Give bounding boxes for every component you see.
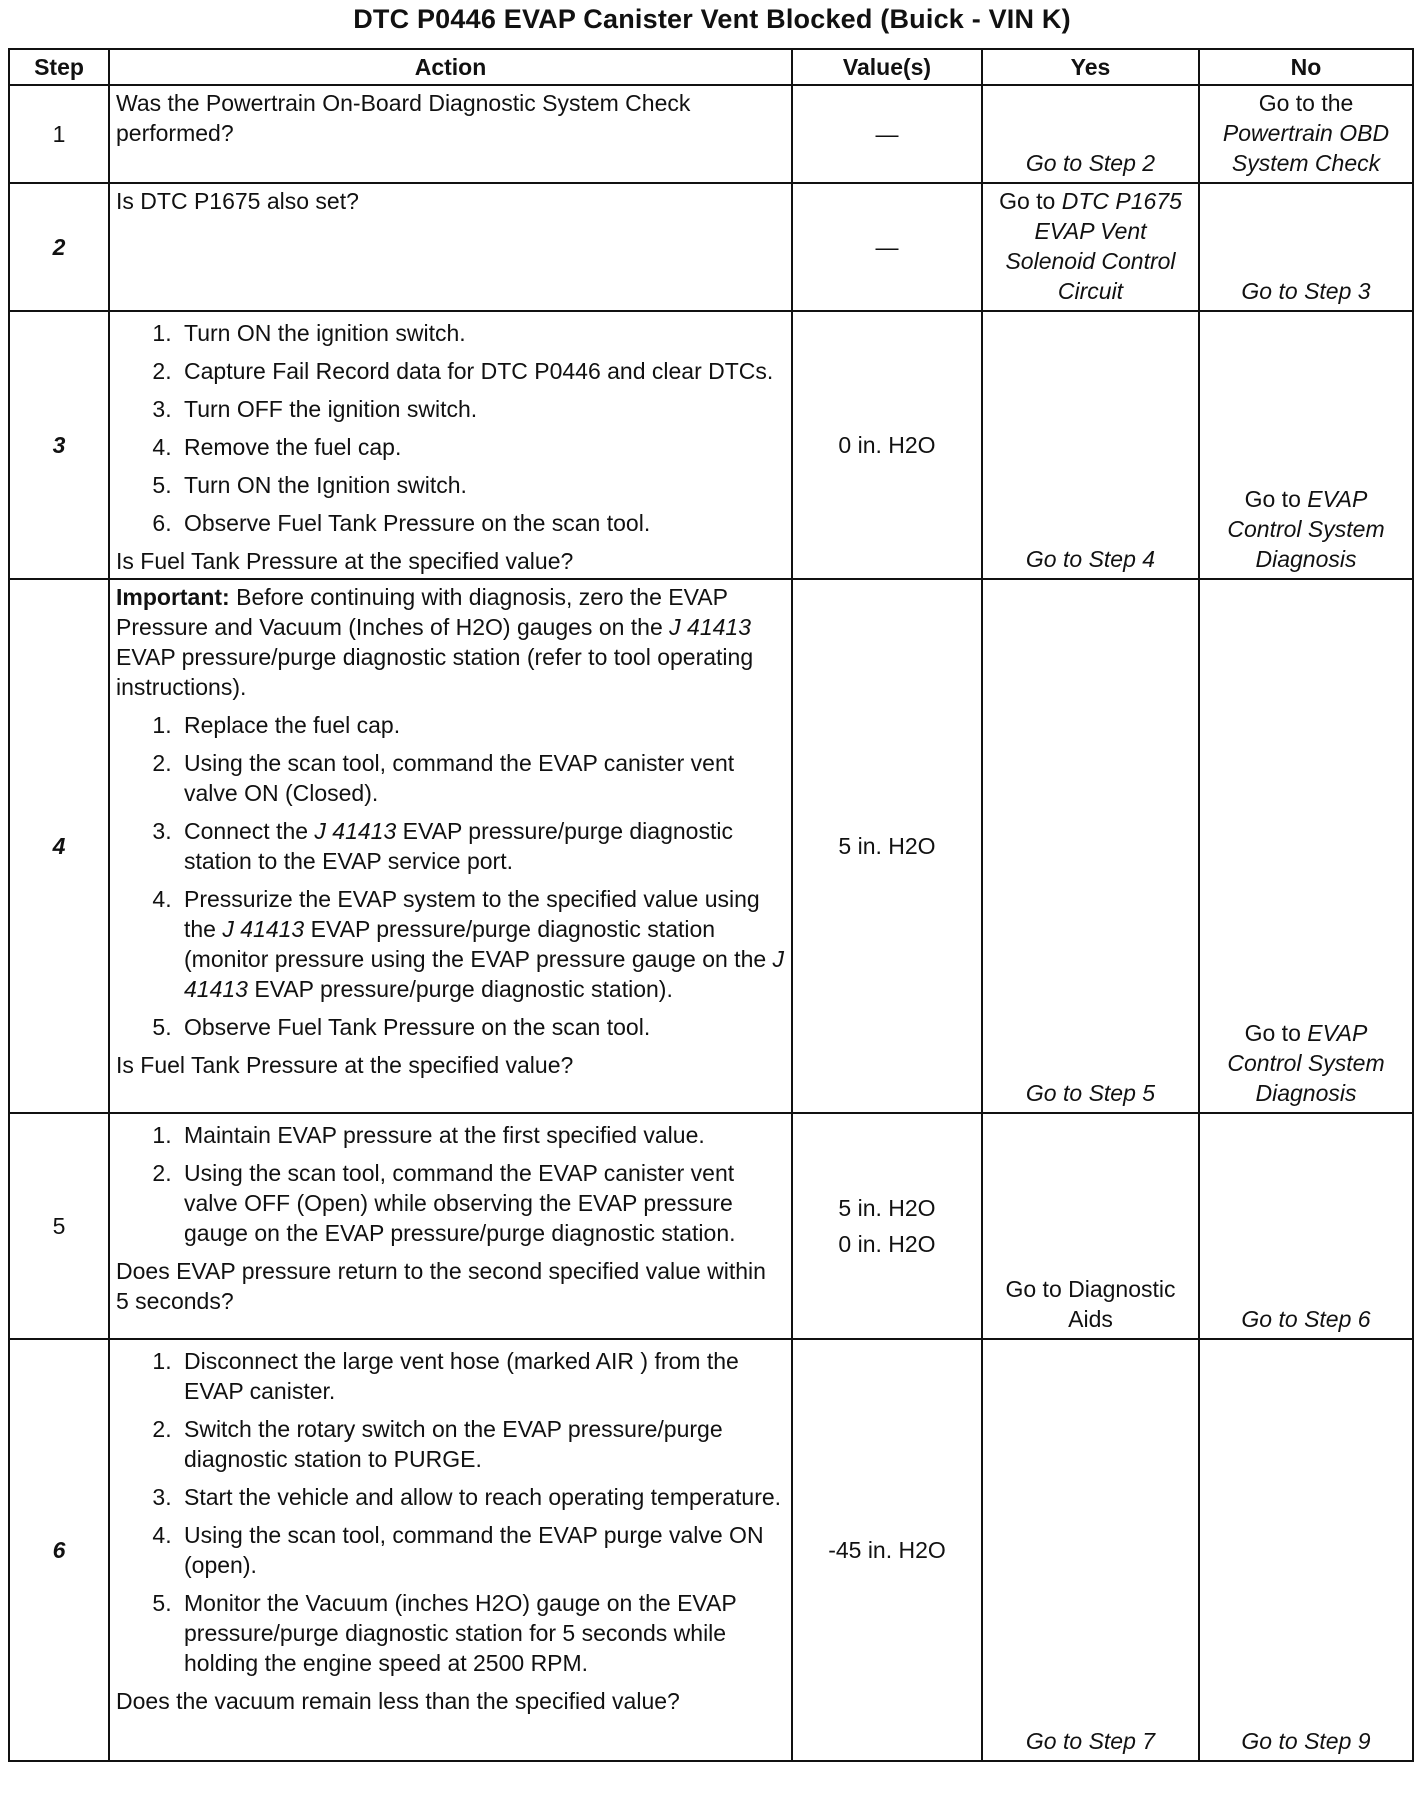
value-cell: -45 in. H2O (792, 1339, 982, 1761)
step-number: 3 (9, 311, 109, 579)
tool-name: J 41413 (222, 916, 305, 942)
list-item: 2. Capture Fail Record data for DTC P0446 and clear DTCs. (178, 356, 785, 386)
list-text: EVAP pressure/purge diagnostic station). (254, 976, 673, 1002)
yes-link[interactable]: Go to Step 5 (1025, 1080, 1156, 1106)
page-title: DTC P0446 EVAP Canister Vent Blocked (Buick - VIN K) (353, 4, 1071, 34)
list-item: 4. Remove the fuel cap. (178, 432, 785, 462)
yes-cell (982, 1339, 1199, 1761)
list-item: 3. Start the vehicle and allow to reach operating temperature. (178, 1482, 785, 1512)
value-cell: — (792, 85, 982, 183)
header-row (9, 49, 1413, 85)
no-link[interactable]: EVAP Control System Diagnosis (1227, 1020, 1385, 1106)
no-prefix: Go to (1244, 486, 1301, 512)
important-text: EVAP pressure/purge diagnostic station (refer to tool operating instructions). (116, 644, 754, 700)
no-link[interactable]: EVAP Control System Diagnosis (1227, 486, 1385, 572)
yes-cell (982, 311, 1199, 579)
value-cell: 0 in. H2O (792, 311, 982, 579)
action-cell (109, 85, 792, 183)
yes-cell (982, 183, 1199, 311)
list-item (178, 884, 785, 1004)
table-row-step-2 (9, 183, 1413, 311)
procedure-list (116, 1120, 785, 1248)
procedure-list (116, 1346, 785, 1678)
value-cell: 5 in. H2O (792, 579, 982, 1113)
list-item (178, 816, 785, 876)
step-number: 4 (9, 579, 109, 1113)
list-item: 1. Disconnect the large vent hose (marked AIR ) from the EVAP canister. (178, 1346, 785, 1406)
procedure-list (116, 710, 785, 1042)
question-text: Is Fuel Tank Pressure at the specified value? (116, 1052, 574, 1078)
value-1: 5 in. H2O (838, 1195, 936, 1221)
list-item: 5. Monitor the Vacuum (inches H2O) gauge on the EVAP pressure/purge diagnostic station for 5 seconds while holding the engine speed at 2500 RPM. (178, 1588, 785, 1678)
no-cell (1199, 311, 1413, 579)
list-item: 1. Maintain EVAP pressure at the first specified value. (178, 1120, 785, 1150)
list-item: 2. Using the scan tool, command the EVAP canister vent valve ON (Closed). (178, 748, 785, 808)
list-item: 3. Turn OFF the ignition switch. (178, 394, 785, 424)
list-item: 6. Observe Fuel Tank Pressure on the scan tool. (178, 508, 785, 538)
list-item: 5. Observe Fuel Tank Pressure on the scan tool. (178, 1012, 785, 1042)
list-text: EVAP pressure/purge diagnostic station to the EVAP service port. (184, 818, 733, 874)
table-row-step-1 (9, 85, 1413, 183)
no-link[interactable]: Powertrain OBD System Check (1222, 120, 1390, 176)
important-label: Important: (116, 584, 230, 610)
header-action: Action (109, 49, 792, 85)
value-2: 0 in. H2O (838, 1231, 936, 1257)
step-number: 2 (9, 183, 109, 311)
diagnostic-table (8, 48, 1414, 1762)
action-cell (109, 311, 792, 579)
no-prefix: Go to (1244, 1020, 1301, 1046)
table-row-step-4 (9, 579, 1413, 1113)
value-cell: — (792, 183, 982, 311)
action-cell (109, 1339, 792, 1761)
step-number: 5 (9, 1113, 109, 1339)
header-yes: Yes (982, 49, 1199, 85)
yes-link[interactable]: Go to Diagnostic Aids (1005, 1276, 1176, 1332)
step-number: 1 (9, 85, 109, 183)
action-cell (109, 183, 792, 311)
list-item: 2. Using the scan tool, command the EVAP canister vent valve OFF (Open) while observing the EVAP pressure gauge on the EVAP pressure/purge diagnostic station. (178, 1158, 785, 1248)
table-row-step-5 (9, 1113, 1413, 1339)
no-link[interactable]: Go to Step 3 (1241, 278, 1371, 304)
question-text: Is Fuel Tank Pressure at the specified value? (116, 548, 574, 574)
important-note (116, 582, 785, 702)
no-cell (1199, 1113, 1413, 1339)
action-cell (109, 579, 792, 1113)
question-text: Was the Powertrain On-Board Diagnostic System Check performed? (116, 90, 691, 146)
value-cell (792, 1113, 982, 1339)
yes-link[interactable]: Go to Step 2 (1025, 150, 1156, 176)
yes-cell (982, 579, 1199, 1113)
list-item: 2. Switch the rotary switch on the EVAP pressure/purge diagnostic station to PURGE. (178, 1414, 785, 1474)
yes-link[interactable]: Go to Step 7 (1025, 1728, 1156, 1754)
table-row-step-3 (9, 311, 1413, 579)
no-cell (1199, 1339, 1413, 1761)
yes-prefix: Go to (999, 188, 1056, 214)
step-number: 6 (9, 1339, 109, 1761)
list-text: EVAP pressure/purge diagnostic station (monitor pressure using the EVAP pressure gauge on the (184, 916, 767, 972)
header-value: Value(s) (792, 49, 982, 85)
list-item: 4. Using the scan tool, command the EVAP purge valve ON (open). (178, 1520, 785, 1580)
list-text: Pressurize the EVAP system to the specified value using the (184, 886, 760, 942)
list-item: 5. Turn ON the Ignition switch. (178, 470, 785, 500)
yes-cell (982, 1113, 1199, 1339)
no-cell (1199, 183, 1413, 311)
important-text: Before continuing with diagnosis, zero the EVAP Pressure and Vacuum (Inches of H2O) gauges on the (116, 584, 728, 640)
no-link[interactable]: Go to Step 6 (1241, 1306, 1371, 1332)
yes-link[interactable]: DTC P1675 EVAP Vent Solenoid Control Circuit (1005, 188, 1182, 304)
procedure-list (116, 318, 785, 538)
no-cell (1199, 85, 1413, 183)
question-text: Is DTC P1675 also set? (116, 188, 359, 214)
list-item: 1. Turn ON the ignition switch. (178, 318, 785, 348)
no-link[interactable]: Go to Step 9 (1241, 1728, 1371, 1754)
table-row-step-6 (9, 1339, 1413, 1761)
tool-name: J 41413 (314, 818, 397, 844)
action-cell (109, 1113, 792, 1339)
question-text: Does the vacuum remain less than the specified value? (116, 1688, 680, 1714)
tool-name: J 41413 (184, 946, 785, 1002)
list-text: Connect the (184, 818, 309, 844)
no-prefix: Go to the (1258, 90, 1354, 116)
header-no: No (1199, 49, 1413, 85)
no-cell (1199, 579, 1413, 1113)
list-item: 1. Replace the fuel cap. (178, 710, 785, 740)
question-text: Does EVAP pressure return to the second specified value within 5 seconds? (116, 1258, 766, 1314)
tool-name: J 41413 (669, 614, 752, 640)
yes-link[interactable]: Go to Step 4 (1025, 546, 1156, 572)
header-step: Step (9, 49, 109, 85)
yes-cell (982, 85, 1199, 183)
